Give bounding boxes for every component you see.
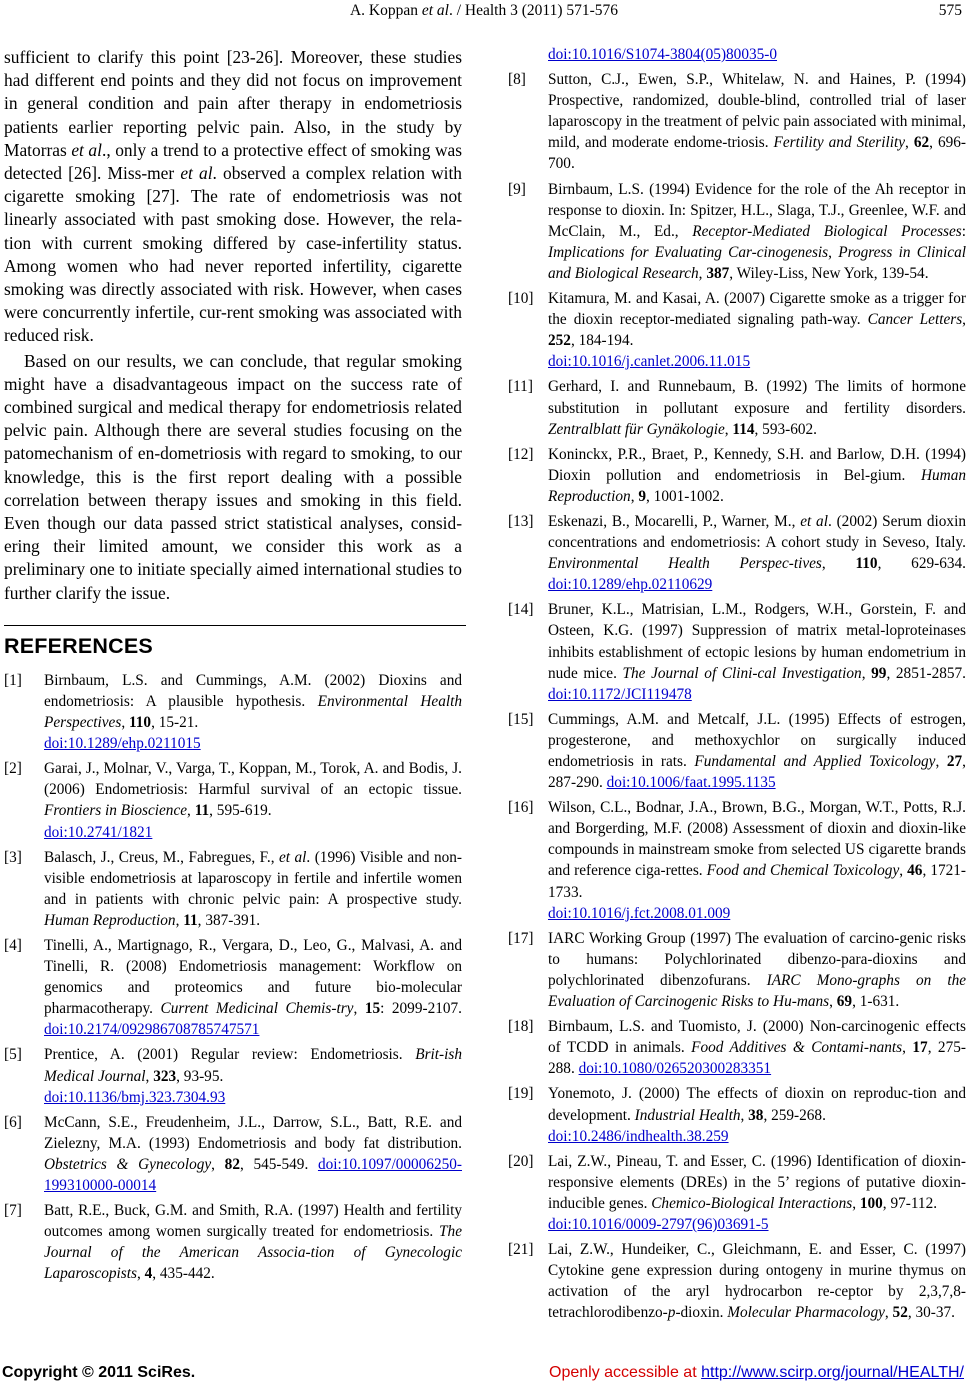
reference-volume: 114 (732, 420, 755, 438)
reference-segment: Prentice, A. (2001) Regular review: Endometriosis. (44, 1046, 416, 1064)
left-column (4, 46, 462, 1289)
reference-item (508, 376, 966, 439)
reference-segment: Birnbaum, L.S. and Tuomisto, J. (2000) Non-carcinogenic effects of TCDD in animals. (548, 1018, 966, 1057)
reference-segment: Birnbaum, L.S. (1994) Evidence for the role of the Ah receptor in response to dioxin. In: Spitzer, H.L., Slaga, T.J., Greenlee, W.F. and McClain, M., Ed., (548, 180, 966, 240)
paragraph-1: sufficient to clarify this point [23-26]. Moreover, these studies had different end points and they did not focus on improvement in general condition and pain after therapy in endometriosis patients earlier reporting pelvic pain. Also, in the study by Matorras et al., only a trend to a protective effect of smoking was detected [26]. Miss-mer et al. observed a complex relation with cigarette smoking [27]. The rate of endometriosis was not linearly associated with past smoking dose. However, the rela-tion with current smoking differed by case-infertility status. Among women who had never reported infertility, cigarette smoking was directly associated with risk. However, when cases were concurrently infertile, cur-rent smoking was associated with reduced risk. (4, 47, 462, 346)
body-text (4, 46, 462, 605)
reference-text (44, 847, 462, 931)
reference-volume: 4 (144, 1265, 153, 1283)
reference-segment: , 259-268. (763, 1106, 826, 1124)
reference-item (4, 1112, 462, 1196)
reference-italic: Brit-ish Medical Journal (44, 1046, 462, 1085)
doi-link[interactable]: doi:10.1172/JCI119478 (548, 685, 692, 703)
reference-text (548, 179, 966, 284)
reference-volume: 323 (153, 1067, 177, 1085)
reference-segment: Tinelli, A., Martignago, R., Vergara, D., Leo, G., Malvasi, A. and Tinelli, R. (2008) Endometriosis management: Workflow on genomics and proteomics and future bio-molecular pharmacotherapy. (44, 937, 462, 1018)
reference-segment: , (740, 1106, 749, 1124)
reference-segment: , 275-288. (548, 1039, 966, 1078)
reference-list-left (4, 670, 462, 1285)
reference-number: [14] (508, 601, 534, 619)
reference-volume: 69 (836, 993, 853, 1011)
reference-item (508, 69, 966, 174)
doi-link[interactable]: doi:10.2741/1821 (44, 823, 153, 841)
reference-segment: , 387-391. (197, 911, 261, 929)
reference-volume: 252 (548, 332, 571, 350)
reference-segment: Batt, R.E., Buck, G.M. and Smith, R.A. (1997) Health and fertility outcomes among women surgically treated for endometriosis. (44, 1202, 462, 1241)
reference-segment: , (962, 311, 966, 329)
reference-segment: , 1721-1733. (548, 862, 967, 901)
reference-segment: , (187, 802, 195, 820)
reference-volume: 99 (871, 664, 887, 682)
reference-italic: Progress in Clinical and Biological Research (548, 243, 966, 282)
reference-segment: , (353, 1000, 365, 1018)
reference-segment: , 696-700. (548, 134, 966, 173)
reference-item (4, 670, 462, 754)
reference-segment: Birnbaum, L.S. and Cummings, A.M. (2002) Dioxins and endometriosis: A plausible hypothesis. (44, 671, 462, 710)
reference-volume: 11 (183, 911, 198, 929)
reference-italic: Food and Chemical Toxicology (706, 862, 900, 880)
access-label: Openly accessible at (549, 1364, 702, 1381)
reference-number: [1] (4, 671, 22, 689)
reference-italic: Implications for Evaluating Car-cinogenesis (548, 243, 829, 261)
reference-item (508, 1083, 966, 1146)
reference-item (4, 1044, 462, 1107)
doi-link[interactable]: doi:10.1097/00006250-199310000-00014 (44, 1155, 462, 1195)
reference-volume: 9 (638, 487, 647, 505)
reference-segment: , (698, 264, 707, 282)
doi-link[interactable]: doi:10.1289/ehp.0211015 (44, 735, 201, 753)
reference-number: [10] (508, 290, 534, 308)
reference-segment: Kitamura, M. and Kasai, A. (2007) Cigarette smoke as a trigger for the dioxin receptor-mediated signaling path-way. (548, 290, 966, 329)
copyright-notice: Copyright © 2011 SciRes. (2, 1364, 196, 1381)
reference-segment: Cummings, A.M. and Metcalf, J.L. (1995) Effects of estrogen, progesterone, and methoxychlor on surgically induced endometriosis in rats. (548, 710, 966, 770)
doi-link[interactable]: doi:10.1016/0009-2797(96)03691-5 (548, 1215, 769, 1233)
reference-number: [5] (4, 1046, 22, 1064)
reference-italic: Chemico-Biological Interactions (651, 1194, 853, 1212)
reference-segment: , (828, 243, 839, 261)
right-column (508, 44, 966, 1327)
reference-italic: Environmental Health Perspec-tives (548, 555, 822, 573)
reference-italic: Current Medicinal Chemis-try (160, 1000, 354, 1018)
reference-segment: Gerhard, I. and Runnebaum, B. (1992) The limits of hormone substitution in pollutant exposure and fertility disorders. (548, 378, 966, 417)
reference-volume: 11 (194, 802, 210, 820)
reference-text (44, 1200, 462, 1284)
reference-segment: , (821, 555, 856, 573)
reference-text (44, 670, 462, 754)
reference-item (508, 1151, 966, 1235)
reference-list-right (508, 69, 966, 1323)
reference-italic: Industrial Health (634, 1106, 741, 1124)
reference-volume: 17 (912, 1039, 928, 1057)
reference-number: [19] (508, 1085, 534, 1103)
reference-italic: Frontiers in Bioscience (44, 802, 188, 820)
doi-link[interactable]: doi:10.1006/faat.1995.1135 (606, 774, 776, 792)
reference-segment: , 184-194. (570, 332, 634, 350)
reference-item (508, 599, 966, 704)
reference-text (44, 1112, 462, 1196)
reference-text (548, 599, 966, 704)
journal-url-link[interactable]: http://www.scirp.org/journal/HEALTH/ (701, 1364, 964, 1381)
reference-number: [16] (508, 799, 534, 817)
page-number: 575 (938, 2, 962, 19)
reference-segment: McCann, S.E., Freudenheim, J.L., Darrow, S.L., Batt, R.E. and Zielezny, M.A. (1993) Endometriosis and body fat distribution. (44, 1113, 462, 1152)
reference-segment: , (899, 862, 908, 880)
reference-volume: 82 (224, 1155, 240, 1173)
doi-link[interactable]: doi:10.1016/S1074-3804(05)80035-0 (548, 46, 778, 63)
reference-item (508, 709, 966, 793)
reference-segment: : (961, 222, 966, 240)
reference-segment: , 15-21. (151, 714, 199, 732)
reference-item (508, 511, 966, 595)
reference-italic: Fundamental and Applied Toxicology (694, 753, 936, 770)
reference-item (508, 797, 966, 924)
reference-segment: IARC Working Group (1997) The evaluation of carcino-genic risks to humans: Polychlorinated dibenzo-para-dioxins and polychlorinated dibenzofurans. (548, 929, 966, 989)
reference-volume: 110 (855, 555, 878, 573)
reference-segment: Lai, Z.W., Hundeiker, C., Gleichmann, E. and Esser, C. (1997) Cytokine gene expression during ontogeny in murine thymus on activation of the aryl hydrocarbon re-ceptor by 2,3,7,8-tetrachlorodibenzo- (548, 1241, 966, 1322)
doi-link[interactable]: doi:10.1016/j.fct.2008.01.009 (548, 904, 731, 922)
doi-link[interactable]: doi:10.1080/026520300283351 (578, 1060, 772, 1078)
reference-segment: Wilson, C.L., Bodnar, J.A., Brown, B.G., Morgan, W.T., Potts, R.J. and Borgerding, M.F. (2008) Assessment of dioxin and dioxin-like compounds in mainstream smoke from selected US cigarette brands and reference ciga-rettes. (548, 799, 966, 880)
reference-segment: , 287-290. (548, 753, 966, 792)
reference-italic: et al (279, 848, 307, 866)
reference-volume: 387 (706, 264, 730, 282)
reference-segment: , 545-549. (239, 1155, 318, 1173)
reference-segment: Balasch, J., Creus, M., Fabregues, F., (44, 848, 280, 866)
reference-number: [7] (4, 1202, 22, 1220)
reference-segment: , (175, 911, 184, 929)
reference-segment: . (2002) Serum dioxin concentrations and endometriosis: A cohort study in Seveso, Italy. (548, 512, 966, 552)
reference-segment: Koninckx, P.R., Braet, P., Kennedy, S.H. and Barlow, D.H. (1994) Dioxin pollution and endometriosis in Bel-gium. (548, 445, 966, 484)
reference-volume: 110 (128, 714, 152, 732)
reference-number: [15] (508, 710, 534, 728)
doi-link[interactable]: doi:10.2486/indhealth.38.259 (548, 1127, 729, 1145)
reference-segment: , 30-37. (907, 1304, 956, 1322)
open-access-notice (549, 1364, 964, 1382)
reference-volume: 38 (748, 1106, 764, 1124)
reference-volume: 62 (913, 134, 930, 152)
reference-segment: , (935, 753, 947, 770)
reference-text (548, 1151, 966, 1235)
reference-italic: Obstetrics & Gynecology (44, 1155, 212, 1173)
reference-item (4, 1200, 462, 1284)
reference-segment: Garai, J., Molnar, V., Varga, T., Koppan, M., Torok, A. and Bodis, J. (2006) Endometriosis: Harmful survival of an ectopic tissue. (44, 760, 462, 799)
running-header (0, 2, 968, 26)
paragraph-2: Based on our results, we can conclude, that regular smoking might have a disadvantageous impact on the success rate of combined surgical and medical therapy for endometriosis related pelvic pain. Although there are several studies focusing on the patomechanism of en-dometriosis with regard to smoking, to our knowledge, this is the first report dealing with a possible correlation between therapy issues and smoking in this field. Even though our data passed strict statistical analyses, consid-ering their limited amount, we consider this work as a preliminary one to initiate specially aimed international studies to further clarify the issue. (4, 350, 462, 603)
reference-item (508, 1239, 966, 1323)
reference-text (44, 1044, 462, 1107)
reference-segment: , 595-619. (209, 802, 272, 820)
reference-segment: Yonemoto, J. (2000) The effects of dioxin on reproduc-tion and development. (548, 1085, 966, 1124)
reference-segment: , (884, 1304, 893, 1322)
reference-number: [21] (508, 1241, 534, 1259)
reference-segment: , (121, 714, 129, 732)
reference-italic: Cancer Letters (867, 311, 963, 329)
reference-segment: , 2851-2857. (886, 664, 967, 682)
reference-7-doi (508, 44, 966, 65)
reference-segment: , (902, 1039, 913, 1057)
reference-number: [6] (4, 1113, 22, 1131)
reference-segment: , (724, 420, 733, 438)
running-title (0, 2, 968, 20)
doi-link[interactable]: doi:10.2174/092986708785747571 (44, 1021, 260, 1039)
reference-segment: , 435-442. (152, 1265, 215, 1283)
reference-italic: Human Reproduction (44, 911, 176, 929)
reference-item (508, 928, 966, 1012)
reference-item (508, 288, 966, 372)
section-divider (4, 625, 466, 626)
reference-text (548, 1083, 966, 1146)
reference-italic: Receptor-Mediated Biological Processes (692, 222, 962, 240)
doi-link[interactable]: doi:10.1136/bmj.323.7304.93 (44, 1088, 226, 1106)
reference-text (548, 928, 966, 1012)
reference-segment: , (829, 993, 837, 1011)
page-footer (0, 1364, 968, 1386)
reference-text (548, 1016, 966, 1079)
doi-link[interactable]: doi:10.1289/ehp.02110629 (548, 576, 713, 594)
reference-italic: Molecular Pharmacology (727, 1304, 885, 1322)
reference-segment: , 593-602. (754, 420, 817, 438)
reference-segment: Eskenazi, B., Mocarelli, P., Warner, M., (548, 512, 801, 530)
reference-text (548, 376, 966, 439)
reference-segment: , (136, 1265, 145, 1283)
reference-item (4, 935, 462, 1040)
reference-text (548, 511, 966, 595)
reference-segment: , 1-631. (852, 993, 900, 1011)
reference-segment: -dioxin. (675, 1304, 728, 1322)
reference-text (548, 797, 966, 924)
reference-volume: 27 (946, 753, 963, 770)
reference-number: [18] (508, 1018, 534, 1036)
reference-italic: et al (800, 512, 828, 530)
reference-segment: Bruner, K.L., Matrisian, L.M., Rodgers, W.H., Gorstein, F. and Osteen, K.G. (1997) Suppression of matrix metal-loproteinases inhibits establishment of ectopic lesions by human endometrium in nude mice. (548, 601, 966, 682)
reference-italic: p (667, 1304, 676, 1322)
reference-segment: , Wiley-Liss, New York, 139-54. (729, 264, 929, 282)
reference-segment: Lai, Z.W., Pineau, T. and Esser, C. (1996) Identification of dioxin-responsive elements (DREs) in the 5’ regions of putative dioxin-inducible genes. (548, 1152, 966, 1212)
reference-italic: Fertility and Sterility (773, 134, 906, 152)
header-journal: . / Health 3 (2011) 571-576 (448, 2, 619, 19)
reference-italic: The Journal of the American Associa-tion of Gynecologic Laparoscopists (44, 1223, 462, 1283)
header-etal: et al (421, 2, 449, 19)
reference-italic: Environmental Health Perspectives (44, 692, 462, 732)
reference-number: [13] (508, 512, 534, 530)
reference-volume: 46 (907, 862, 923, 880)
reference-item (508, 444, 966, 507)
reference-number: [11] (508, 378, 533, 396)
reference-italic: Human Reproduction (548, 466, 966, 505)
reference-italic: Food Additives & Contami-nants (691, 1039, 903, 1057)
reference-number: [12] (508, 445, 534, 463)
reference-text (44, 935, 462, 1040)
reference-italic: Zentralblatt für Gynäkologie (548, 420, 725, 438)
reference-italic: The Journal of Clini-cal Investigation (622, 664, 862, 682)
reference-number: [9] (508, 180, 526, 198)
reference-segment: , (145, 1067, 154, 1085)
reference-segment: , (211, 1155, 225, 1173)
reference-item (508, 179, 966, 284)
reference-segment: , (861, 664, 872, 682)
header-author: A. Koppan (349, 2, 418, 19)
reference-segment: , (852, 1194, 860, 1212)
reference-segment: , (630, 487, 639, 505)
reference-number: [17] (508, 929, 534, 947)
reference-item (4, 847, 462, 931)
reference-volume: 15 (364, 1000, 381, 1018)
reference-segment: , 97-112. (882, 1194, 938, 1212)
reference-text (548, 1239, 966, 1323)
reference-segment: . (1996) Visible and non-visible endometriosis at laparoscopy in fertile and infertile women and in patients with chronic pelvic pain: A prospective study. (44, 848, 462, 908)
reference-number: [3] (4, 848, 22, 866)
reference-text (44, 758, 462, 842)
references-heading: REFERENCES (4, 633, 153, 658)
reference-italic: IARC Mono-graphs on the Evaluation of Carcinogenic Risks to Hu-mans (548, 971, 967, 1011)
reference-segment: : 2099-2107. (380, 1000, 462, 1018)
reference-text (548, 709, 966, 793)
reference-segment: , 1001-1002. (646, 487, 724, 505)
reference-text (548, 288, 966, 372)
reference-segment: , (905, 134, 914, 152)
reference-segment: Sutton, C.J., Ewen, S.P., Whitelaw, N. and Haines, P. (1994) Prospective, randomized, double-blind, controlled trial of laser laparoscopy in the treatment of pelvic pain associated with minimal, mild, and moderate endome-triosis. (548, 71, 966, 152)
reference-number: [20] (508, 1152, 534, 1170)
reference-volume: 100 (859, 1194, 883, 1212)
reference-segment: , 93-95. (176, 1067, 224, 1085)
reference-number: [2] (4, 760, 22, 778)
reference-number: [8] (508, 71, 526, 89)
reference-item (508, 1016, 966, 1079)
reference-segment: , 629-634. (877, 555, 966, 573)
reference-number: [4] (4, 937, 22, 954)
doi-link[interactable]: doi:10.1016/j.canlet.2006.11.015 (548, 353, 751, 371)
reference-text (548, 69, 966, 174)
reference-item (4, 758, 462, 842)
reference-volume: 52 (892, 1304, 908, 1322)
reference-text (548, 444, 966, 507)
